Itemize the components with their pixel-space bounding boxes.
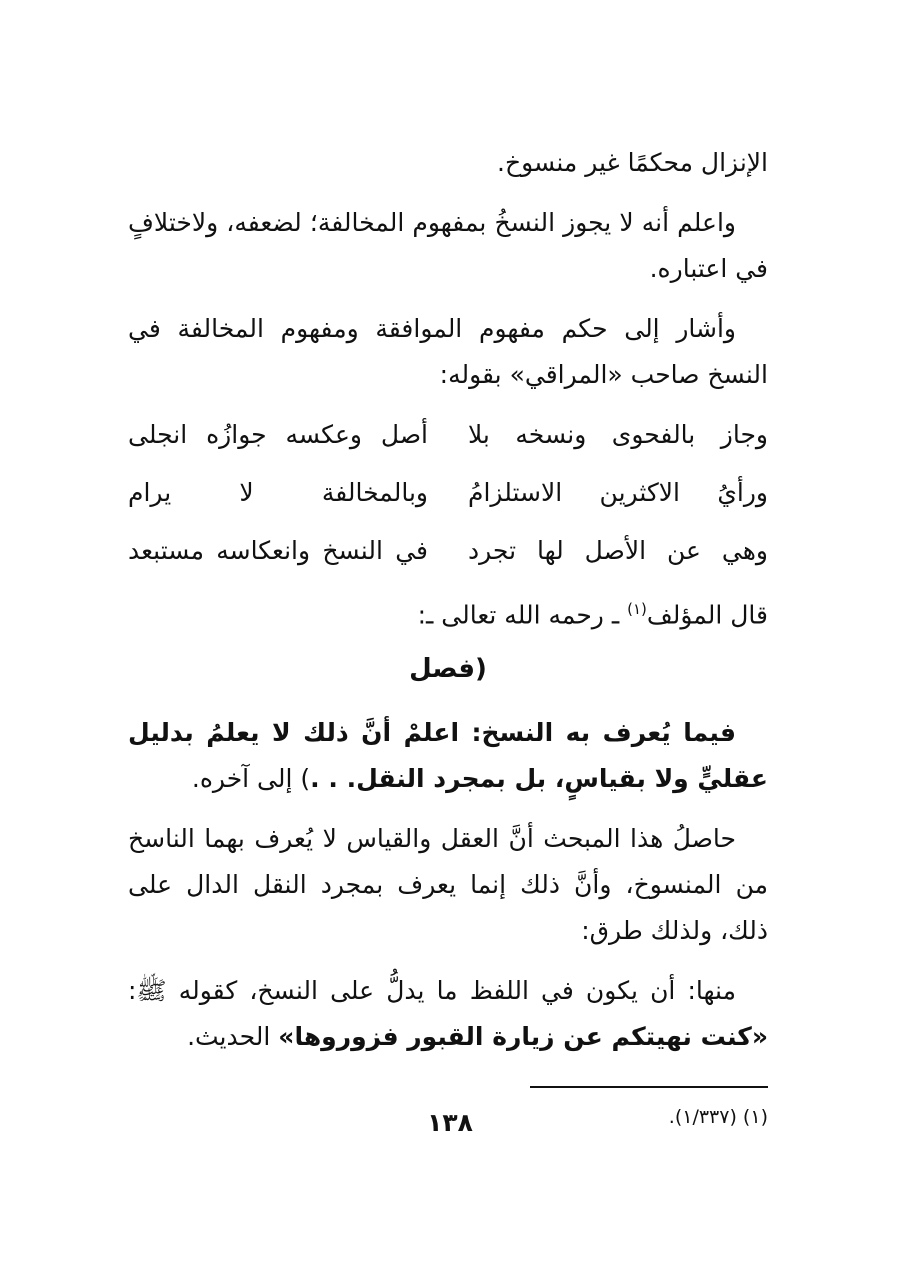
quoted-matn — [128, 710, 768, 802]
attribution-before: قال المؤلف — [646, 600, 768, 630]
verse-1-second: أصل وعكسه جوازُه انجلى — [128, 420, 428, 449]
verse-1-first: وجاز بالفحوى ونسخه بلا — [468, 420, 768, 449]
verse-2-first: ورأيُ الاكثرين الاستلزامُ — [468, 478, 768, 507]
verse-2 — [128, 470, 768, 516]
paragraph-6 — [128, 968, 768, 1060]
verse-3-second: في النسخ وانعكاسه مستبعد — [128, 536, 428, 565]
page-number: ١٣٨ — [427, 1108, 473, 1137]
page-body — [128, 140, 768, 1132]
footnote-divider — [530, 1086, 768, 1088]
verse-3-first: وهي عن الأصل لها تجرد — [468, 536, 768, 565]
footnote-mark: (١) — [627, 600, 647, 618]
paragraph-1: الإنزال محكمًا غير منسوخ. — [497, 148, 768, 177]
verse-1 — [128, 412, 768, 458]
section-heading: (فصل — [409, 654, 487, 685]
verse-2-second: وبالمخالفة لا يرام — [128, 478, 428, 507]
verse-3 — [128, 528, 768, 574]
paragraph-2: واعلم أنه لا يجوز النسخُ بمفهوم المخالفة؛ لضعفه، ولاختلافٍ في اعتباره. — [128, 208, 768, 283]
hadith-quote: «كنت نهيتكم عن زيارة القبور فزوروها» — [278, 1022, 768, 1052]
bold-quote: فيما يُعرف به النسخ: اعلمْ أنَّ ذلك لا يعلمُ بدليل عقليٍّ ولا بقياسٍ، بل بمجرد النقل. . . — [128, 718, 768, 794]
author-attribution — [128, 586, 768, 638]
paragraph-3: وأشار إلى حكم مفهوم الموافقة ومفهوم المخالفة في النسخ صاحب «المراقي» بقوله: — [128, 314, 768, 389]
paragraph-5: حاصلُ هذا المبحث أنَّ العقل والقياس لا يُعرف بهما الناسخ من المنسوخ، وأنَّ ذلك إنما يعرف بمجرد النقل الدال على ذلك، ولذلك طرق: — [128, 824, 768, 946]
paragraph-6-end: الحديث. — [187, 1022, 279, 1052]
paragraph-6-start: منها: أن يكون في اللفظ ما يدلُّ على النسخ، كقوله ﷺ: — [128, 976, 736, 1006]
footnote: (١) (١/٣٣٧). — [668, 1106, 768, 1129]
bold-quote-tail: ) إلى آخره. — [191, 764, 311, 794]
attribution-after: ـ رحمه الله تعالى ـ: — [417, 600, 628, 630]
